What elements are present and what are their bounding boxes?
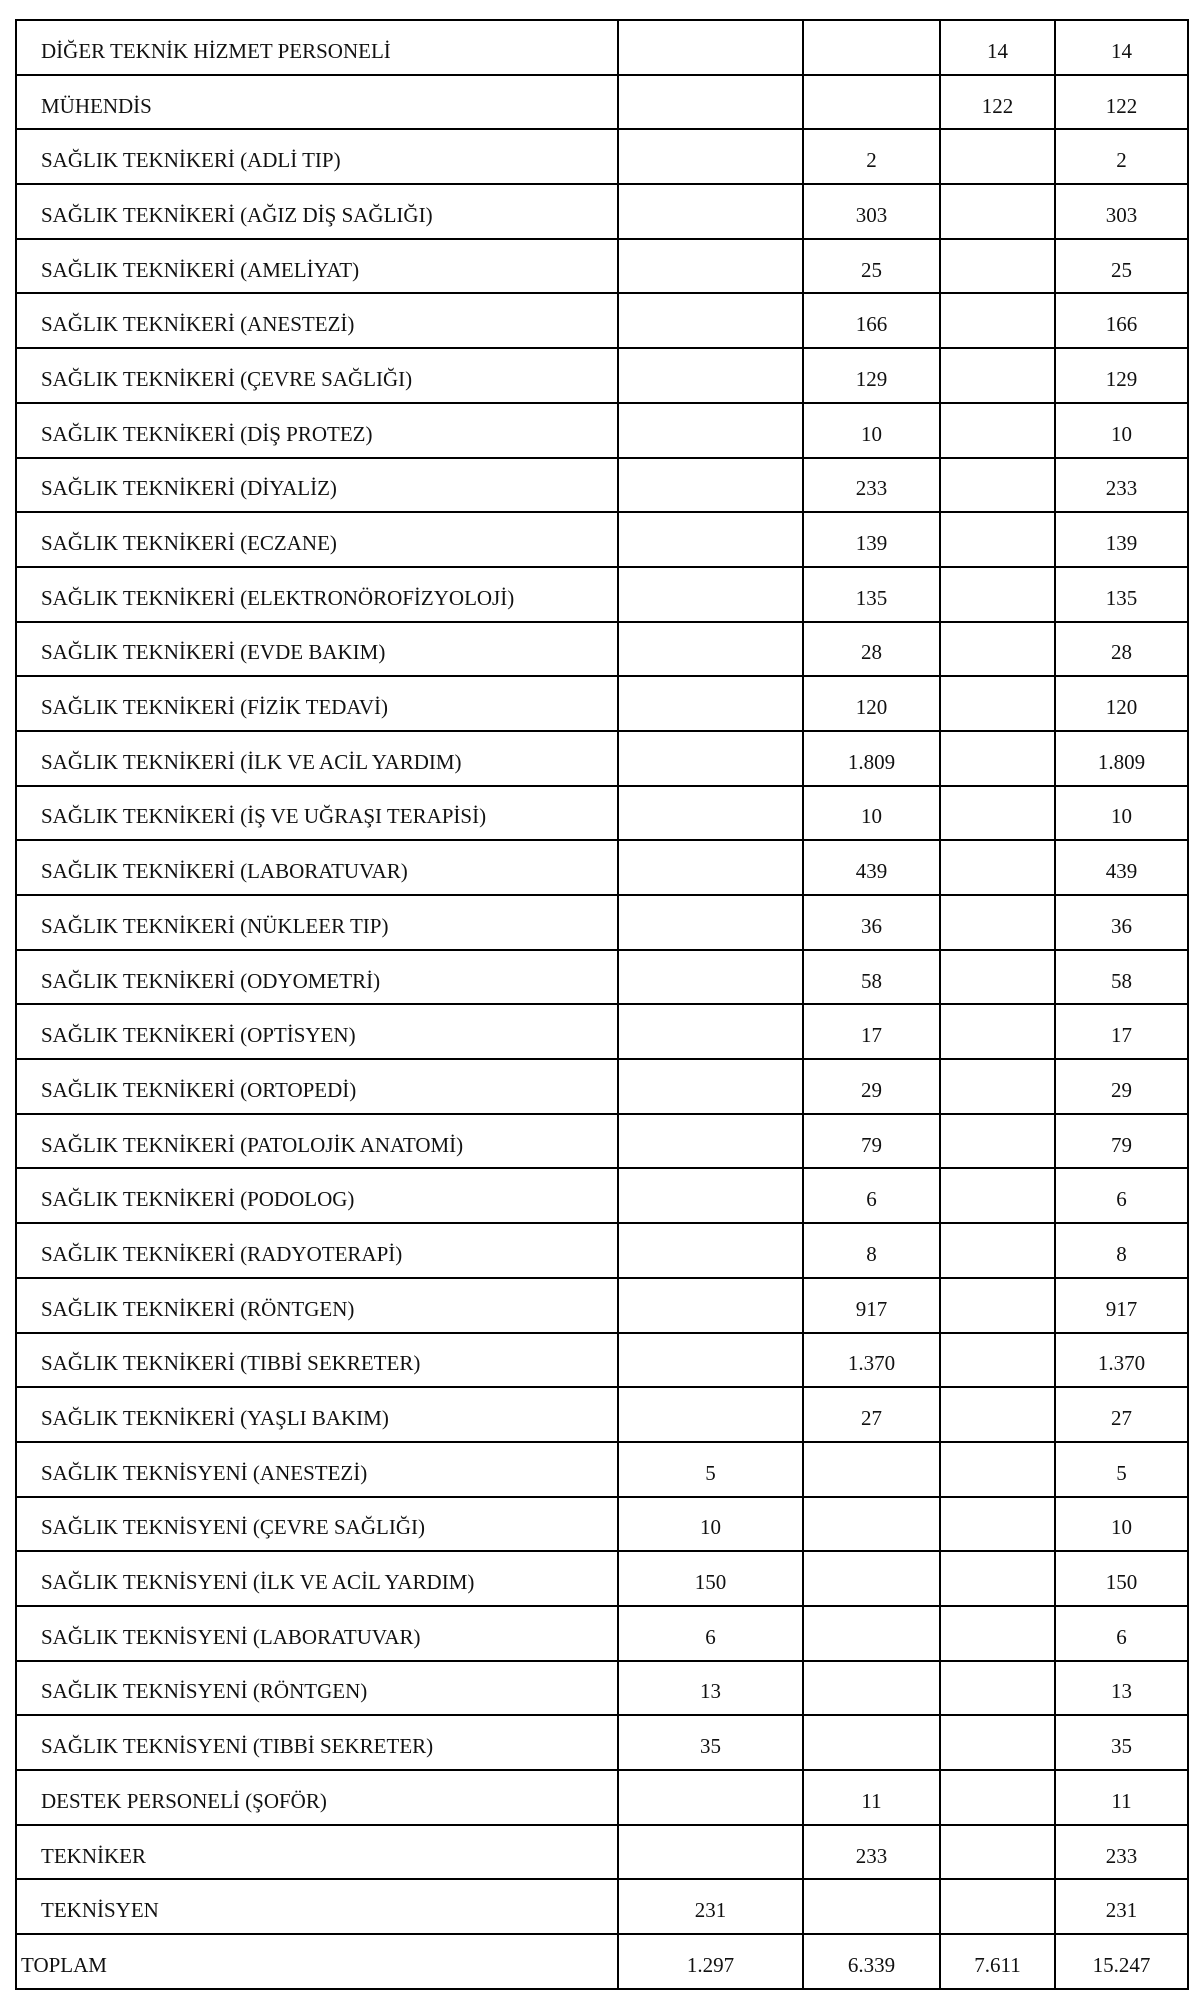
col-2-value [803,1661,940,1716]
col-2-value: 11 [803,1770,940,1825]
col-3-value [940,622,1055,677]
row-title: SAĞLIK TEKNİSYENİ (ÇEVRE SAĞLIĞI) [16,1497,618,1552]
col-2-value: 79 [803,1114,940,1169]
col-2-value [803,1442,940,1497]
row-title: SAĞLIK TEKNİKERİ (DİYALİZ) [16,458,618,513]
row-total-value: 439 [1055,840,1188,895]
row-title: SAĞLIK TEKNİKERİ (LABORATUVAR) [16,840,618,895]
col-3-value [940,1497,1055,1552]
row-total-value: 5 [1055,1442,1188,1497]
col-2-value [803,75,940,130]
col-2-value: 27 [803,1387,940,1442]
col-2-value: 8 [803,1223,940,1278]
row-total-value: 233 [1055,1825,1188,1880]
total-col-3: 7.611 [940,1934,1055,1989]
row-title: SAĞLIK TEKNİKERİ (İLK VE ACİL YARDIM) [16,731,618,786]
col-3-value [940,1004,1055,1059]
table-row [16,567,1188,622]
col-1-value [618,1278,803,1333]
row-total-value: 11 [1055,1770,1188,1825]
table-row [16,1442,1188,1497]
col-3-value [940,403,1055,458]
row-title: SAĞLIK TEKNİKERİ (RADYOTERAPİ) [16,1223,618,1278]
col-1-value: 10 [618,1497,803,1552]
col-2-value [803,1715,940,1770]
col-1-value: 13 [618,1661,803,1716]
col-3-value [940,786,1055,841]
col-1-value [618,1059,803,1114]
row-title: SAĞLIK TEKNİKERİ (PATOLOJİK ANATOMİ) [16,1114,618,1169]
table-row [16,895,1188,950]
row-total-value: 6 [1055,1606,1188,1661]
grand-total: 15.247 [1055,1934,1188,1989]
row-title: SAĞLIK TEKNİSYENİ (TIBBİ SEKRETER) [16,1715,618,1770]
col-3-value [940,348,1055,403]
col-1-value [618,20,803,75]
col-2-value: 36 [803,895,940,950]
col-1-value: 35 [618,1715,803,1770]
row-total-value: 2 [1055,129,1188,184]
row-total-value: 129 [1055,348,1188,403]
row-title: SAĞLIK TEKNİKERİ (ORTOPEDİ) [16,1059,618,1114]
row-title: TEKNİKER [16,1825,618,1880]
row-title: SAĞLIK TEKNİKERİ (NÜKLEER TIP) [16,895,618,950]
table-row [16,1278,1188,1333]
table-row [16,1497,1188,1552]
row-total-value: 122 [1055,75,1188,130]
table-body [16,20,1188,1989]
col-2-value: 58 [803,950,940,1005]
col-3-value [940,567,1055,622]
col-2-value: 6 [803,1168,940,1223]
row-title: SAĞLIK TEKNİKERİ (ADLİ TIP) [16,129,618,184]
col-1-value [618,786,803,841]
row-total-value: 303 [1055,184,1188,239]
col-3-value [940,1114,1055,1169]
table-row [16,1770,1188,1825]
col-2-value: 29 [803,1059,940,1114]
col-2-value: 120 [803,676,940,731]
col-2-value [803,1879,940,1934]
col-1-value: 5 [618,1442,803,1497]
col-1-value [618,512,803,567]
row-title: SAĞLIK TEKNİKERİ (PODOLOG) [16,1168,618,1223]
col-1-value: 231 [618,1879,803,1934]
row-total-value: 14 [1055,20,1188,75]
row-total-value: 58 [1055,950,1188,1005]
row-total-value: 29 [1055,1059,1188,1114]
table-row [16,840,1188,895]
col-3-value [940,1278,1055,1333]
col-3-value [940,1551,1055,1606]
col-2-value: 233 [803,1825,940,1880]
col-1-value [618,622,803,677]
table-row [16,676,1188,731]
col-3-value [940,512,1055,567]
col-3-value [940,458,1055,513]
col-3-value [940,184,1055,239]
col-2-value [803,20,940,75]
table-row [16,1387,1188,1442]
table-row [16,129,1188,184]
table-row [16,1825,1188,1880]
table-row [16,184,1188,239]
row-title: SAĞLIK TEKNİKERİ (DİŞ PROTEZ) [16,403,618,458]
row-total-value: 135 [1055,567,1188,622]
row-title: SAĞLIK TEKNİKERİ (AĞIZ DİŞ SAĞLIĞI) [16,184,618,239]
total-row [16,1934,1188,1989]
col-3-value [940,950,1055,1005]
col-2-value: 10 [803,403,940,458]
col-3-value [940,1879,1055,1934]
row-title: SAĞLIK TEKNİSYENİ (ANESTEZİ) [16,1442,618,1497]
row-total-value: 166 [1055,293,1188,348]
col-2-value: 28 [803,622,940,677]
table-row [16,239,1188,294]
row-title: SAĞLIK TEKNİKERİ (ELEKTRONÖROFİZYOLOJİ) [16,567,618,622]
row-total-value: 25 [1055,239,1188,294]
table-row [16,512,1188,567]
col-2-value: 25 [803,239,940,294]
col-3-value: 14 [940,20,1055,75]
row-title: SAĞLIK TEKNİKERİ (YAŞLI BAKIM) [16,1387,618,1442]
total-col-1: 1.297 [618,1934,803,1989]
col-1-value: 150 [618,1551,803,1606]
table-row [16,1551,1188,1606]
col-3-value [940,1442,1055,1497]
col-1-value [618,75,803,130]
row-title: SAĞLIK TEKNİKERİ (ECZANE) [16,512,618,567]
col-3-value [940,840,1055,895]
col-2-value [803,1551,940,1606]
row-total-value: 139 [1055,512,1188,567]
row-title: TEKNİSYEN [16,1879,618,1934]
col-1-value [618,950,803,1005]
col-1-value [618,293,803,348]
row-total-value: 233 [1055,458,1188,513]
table-row [16,403,1188,458]
row-total-value: 17 [1055,1004,1188,1059]
row-title: SAĞLIK TEKNİSYENİ (RÖNTGEN) [16,1661,618,1716]
row-title: SAĞLIK TEKNİKERİ (AMELİYAT) [16,239,618,294]
row-title: SAĞLIK TEKNİKERİ (ANESTEZİ) [16,293,618,348]
row-total-value: 231 [1055,1879,1188,1934]
row-total-value: 8 [1055,1223,1188,1278]
col-3-value [940,1059,1055,1114]
col-1-value [618,1223,803,1278]
row-total-value: 10 [1055,403,1188,458]
total-label: TOPLAM [16,1934,618,1989]
col-1-value [618,1825,803,1880]
col-1-value [618,1114,803,1169]
table-row [16,1114,1188,1169]
col-3-value [940,1661,1055,1716]
col-3-value [940,1387,1055,1442]
col-1-value [618,129,803,184]
row-title: SAĞLIK TEKNİSYENİ (İLK VE ACİL YARDIM) [16,1551,618,1606]
row-title: SAĞLIK TEKNİKERİ (ÇEVRE SAĞLIĞI) [16,348,618,403]
personnel-table [15,19,1189,1990]
row-total-value: 1.370 [1055,1333,1188,1388]
col-3-value [940,1223,1055,1278]
col-1-value [618,458,803,513]
table-row [16,1333,1188,1388]
col-1-value [618,567,803,622]
table-row [16,622,1188,677]
row-title: SAĞLIK TEKNİSYENİ (LABORATUVAR) [16,1606,618,1661]
col-3-value [940,1770,1055,1825]
col-3-value [940,129,1055,184]
col-3-value [940,1825,1055,1880]
col-3-value [940,1333,1055,1388]
col-1-value [618,1168,803,1223]
col-2-value: 2 [803,129,940,184]
row-total-value: 150 [1055,1551,1188,1606]
col-3-value [940,1606,1055,1661]
table-row [16,293,1188,348]
table-row [16,1715,1188,1770]
col-3-value [940,731,1055,786]
row-total-value: 10 [1055,786,1188,841]
row-title: MÜHENDİS [16,75,618,130]
table-row [16,786,1188,841]
table-row [16,458,1188,513]
row-title: SAĞLIK TEKNİKERİ (OPTİSYEN) [16,1004,618,1059]
row-total-value: 1.809 [1055,731,1188,786]
col-3-value [940,1715,1055,1770]
row-total-value: 6 [1055,1168,1188,1223]
col-2-value: 1.809 [803,731,940,786]
row-total-value: 27 [1055,1387,1188,1442]
row-title: SAĞLIK TEKNİKERİ (İŞ VE UĞRAŞI TERAPİSİ) [16,786,618,841]
col-2-value: 303 [803,184,940,239]
col-1-value [618,895,803,950]
table-row [16,950,1188,1005]
col-3-value [940,676,1055,731]
col-3-value: 122 [940,75,1055,130]
col-1-value [618,840,803,895]
col-2-value: 166 [803,293,940,348]
row-total-value: 35 [1055,1715,1188,1770]
row-title: DİĞER TEKNİK HİZMET PERSONELİ [16,20,618,75]
col-1-value: 6 [618,1606,803,1661]
col-1-value [618,403,803,458]
col-2-value: 1.370 [803,1333,940,1388]
table-row [16,20,1188,75]
table-row [16,75,1188,130]
col-3-value [940,239,1055,294]
row-total-value: 917 [1055,1278,1188,1333]
col-2-value: 439 [803,840,940,895]
col-2-value: 17 [803,1004,940,1059]
row-title: SAĞLIK TEKNİKERİ (RÖNTGEN) [16,1278,618,1333]
total-col-2: 6.339 [803,1934,940,1989]
col-2-value: 10 [803,786,940,841]
row-total-value: 13 [1055,1661,1188,1716]
table-row [16,1004,1188,1059]
row-total-value: 79 [1055,1114,1188,1169]
col-2-value: 233 [803,458,940,513]
table-row [16,1059,1188,1114]
row-title: SAĞLIK TEKNİKERİ (ODYOMETRİ) [16,950,618,1005]
col-2-value [803,1497,940,1552]
row-title: SAĞLIK TEKNİKERİ (EVDE BAKIM) [16,622,618,677]
table-row [16,1168,1188,1223]
table-row [16,1223,1188,1278]
table-row [16,731,1188,786]
row-total-value: 36 [1055,895,1188,950]
table-row [16,1606,1188,1661]
col-1-value [618,731,803,786]
col-1-value [618,1333,803,1388]
col-3-value [940,895,1055,950]
table-row [16,1661,1188,1716]
col-1-value [618,348,803,403]
table-row [16,1879,1188,1934]
row-title: SAĞLIK TEKNİKERİ (TIBBİ SEKRETER) [16,1333,618,1388]
col-3-value [940,293,1055,348]
table-row [16,348,1188,403]
col-2-value: 139 [803,512,940,567]
row-total-value: 10 [1055,1497,1188,1552]
col-1-value [618,1004,803,1059]
col-2-value: 917 [803,1278,940,1333]
col-1-value [618,1387,803,1442]
col-2-value: 135 [803,567,940,622]
col-1-value [618,239,803,294]
row-total-value: 120 [1055,676,1188,731]
col-3-value [940,1168,1055,1223]
col-1-value [618,184,803,239]
col-1-value [618,1770,803,1825]
col-2-value: 129 [803,348,940,403]
row-title: DESTEK PERSONELİ (ŞOFÖR) [16,1770,618,1825]
row-title: SAĞLIK TEKNİKERİ (FİZİK TEDAVİ) [16,676,618,731]
col-1-value [618,676,803,731]
col-2-value [803,1606,940,1661]
row-total-value: 28 [1055,622,1188,677]
